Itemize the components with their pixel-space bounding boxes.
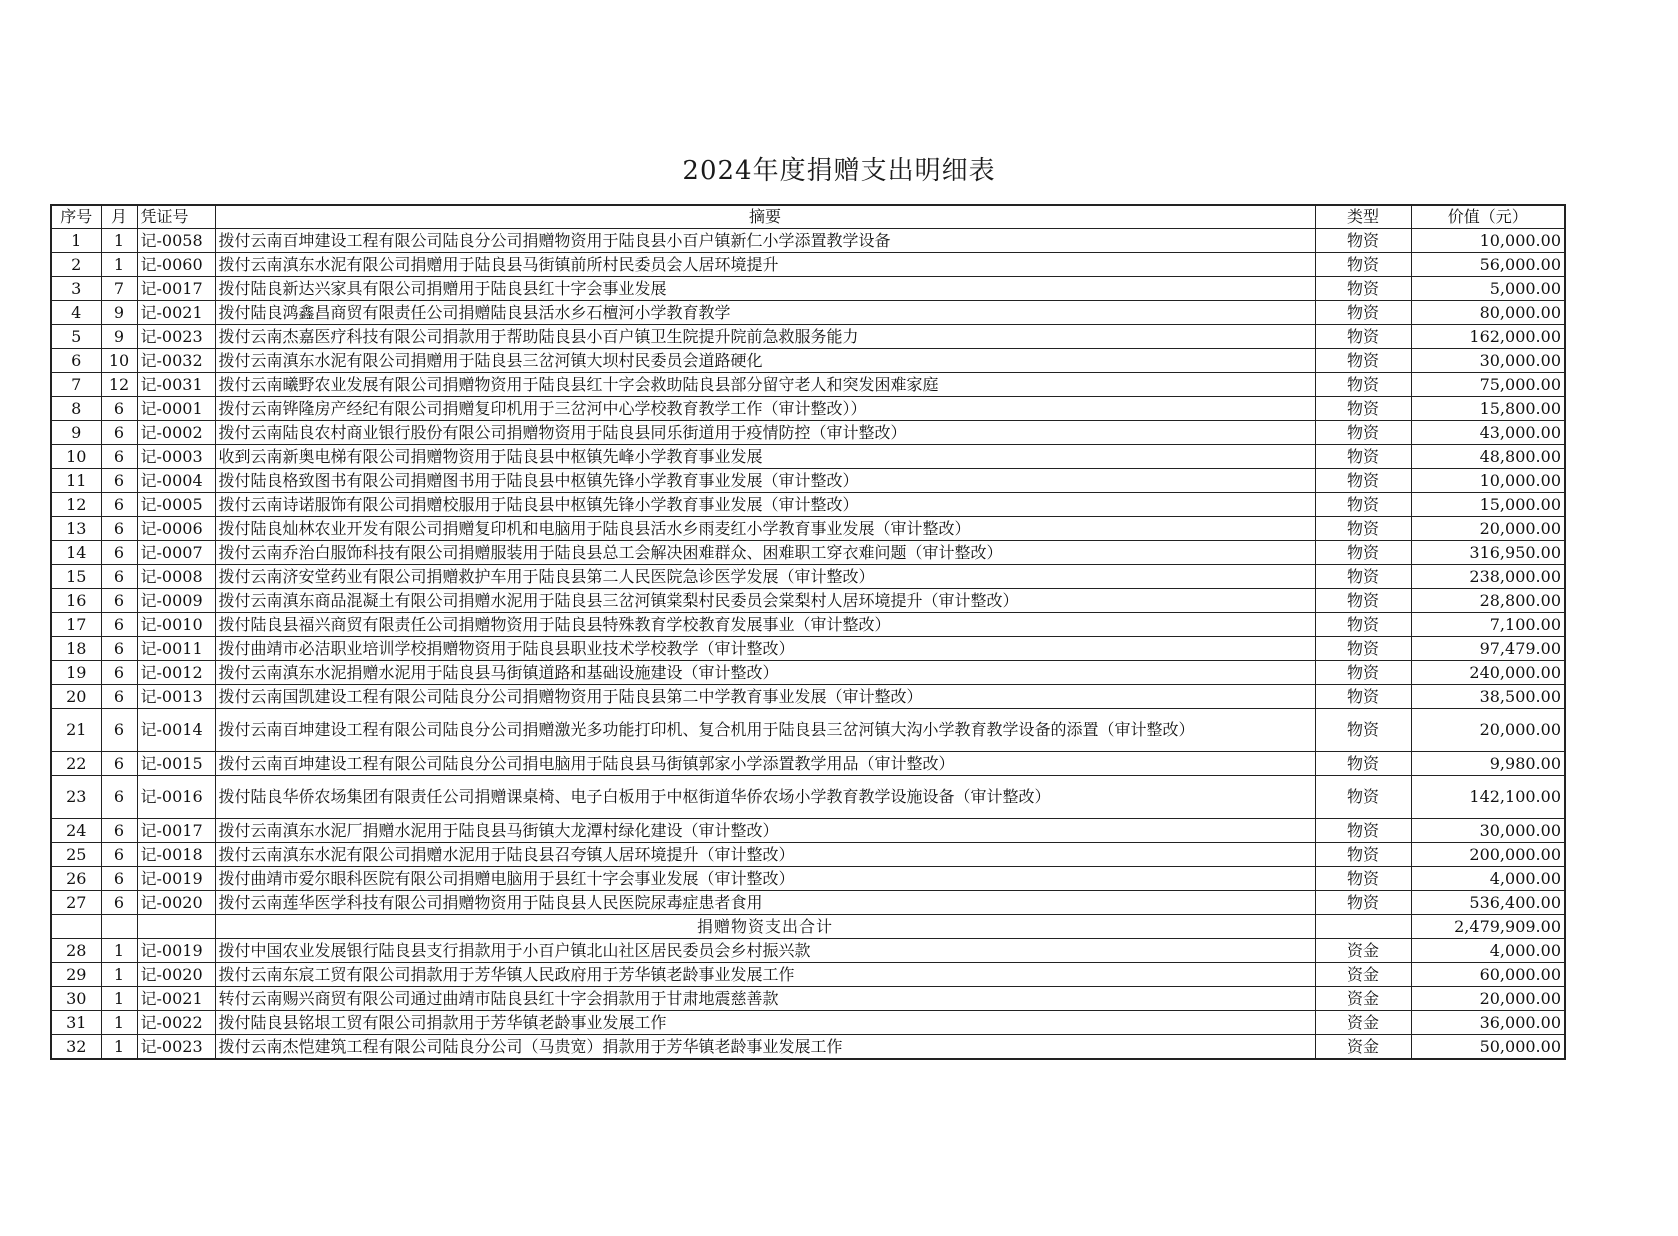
row-value: 43,000.00	[1411, 421, 1565, 445]
row-summary: 拨付陆良华侨农场集团有限责任公司捐赠课桌椅、电子白板用于中枢街道华侨农场小学教育教学设施设备（审计整改）	[215, 776, 1315, 819]
row-value: 48,800.00	[1411, 445, 1565, 469]
row-seq: 3	[51, 277, 101, 301]
row-type: 物资	[1315, 891, 1411, 915]
row-voucher: 记-0019	[137, 867, 215, 891]
row-summary: 拨付云南百坤建设工程有限公司陆良分公司捐电脑用于陆良县马街镇郭家小学添置教学用品（审计整改）	[215, 752, 1315, 776]
row-type: 物资	[1315, 589, 1411, 613]
row-value: 75,000.00	[1411, 373, 1565, 397]
row-type: 物资	[1315, 253, 1411, 277]
row-seq: 6	[51, 349, 101, 373]
row-value: 15,800.00	[1411, 397, 1565, 421]
row-voucher: 记-0060	[137, 253, 215, 277]
row-type: 物资	[1315, 301, 1411, 325]
row-seq: 4	[51, 301, 101, 325]
table-row	[51, 685, 1565, 709]
row-seq: 23	[51, 776, 101, 819]
row-voucher: 记-0003	[137, 445, 215, 469]
row-month: 6	[101, 867, 137, 891]
row-summary: 拨付陆良县铭垠工贸有限公司捐款用于芳华镇老龄事业发展工作	[215, 1011, 1315, 1035]
row-voucher: 记-0016	[137, 776, 215, 819]
row-month: 6	[101, 637, 137, 661]
row-summary: 拨付云南陆良农村商业银行股份有限公司捐赠物资用于陆良县同乐街道用于疫情防控（审计整改）	[215, 421, 1315, 445]
table-row	[51, 891, 1565, 915]
row-month: 6	[101, 685, 137, 709]
row-voucher: 记-0007	[137, 541, 215, 565]
row-summary: 收到云南新奥电梯有限公司捐赠物资用于陆良县中枢镇先峰小学教育事业发展	[215, 445, 1315, 469]
table-row	[51, 709, 1565, 752]
row-seq: 28	[51, 939, 101, 963]
row-summary: 拨付云南百坤建设工程有限公司陆良分公司捐赠物资用于陆良县小百户镇新仁小学添置教学设备	[215, 229, 1315, 253]
row-type: 资金	[1315, 1035, 1411, 1060]
row-type: 物资	[1315, 776, 1411, 819]
row-month: 7	[101, 277, 137, 301]
row-seq: 11	[51, 469, 101, 493]
col-header-month: 月	[101, 205, 137, 229]
row-voucher: 记-0005	[137, 493, 215, 517]
row-value: 28,800.00	[1411, 589, 1565, 613]
row-month: 1	[101, 1011, 137, 1035]
row-type: 物资	[1315, 325, 1411, 349]
row-value: 162,000.00	[1411, 325, 1565, 349]
row-seq: 26	[51, 867, 101, 891]
row-month: 6	[101, 541, 137, 565]
row-voucher: 记-0002	[137, 421, 215, 445]
row-seq: 29	[51, 963, 101, 987]
row-value: 4,000.00	[1411, 939, 1565, 963]
row-summary: 拨付云南东宸工贸有限公司捐款用于芳华镇人民政府用于芳华镇老龄事业发展工作	[215, 963, 1315, 987]
row-seq: 12	[51, 493, 101, 517]
row-month: 12	[101, 373, 137, 397]
row-seq: 8	[51, 397, 101, 421]
row-type: 物资	[1315, 349, 1411, 373]
table-row	[51, 987, 1565, 1011]
row-type: 资金	[1315, 963, 1411, 987]
table-row	[51, 867, 1565, 891]
row-value: 97,479.00	[1411, 637, 1565, 661]
row-type: 物资	[1315, 229, 1411, 253]
table-row	[51, 541, 1565, 565]
row-summary: 拨付云南济安堂药业有限公司捐赠救护车用于陆良县第二人民医院急诊医学发展（审计整改）	[215, 565, 1315, 589]
table-row	[51, 589, 1565, 613]
row-month: 1	[101, 963, 137, 987]
page-title: 2024年度捐赠支出明细表	[682, 156, 996, 186]
row-month: 6	[101, 589, 137, 613]
row-seq: 1	[51, 229, 101, 253]
row-type: 物资	[1315, 843, 1411, 867]
row-month: 6	[101, 517, 137, 541]
row-voucher: 记-0058	[137, 229, 215, 253]
table-row	[51, 565, 1565, 589]
row-type: 物资	[1315, 819, 1411, 843]
row-type: 物资	[1315, 565, 1411, 589]
row-summary: 拨付云南滇东水泥有限公司捐赠用于陆良县三岔河镇大坝村民委员会道路硬化	[215, 349, 1315, 373]
row-value: 316,950.00	[1411, 541, 1565, 565]
table-row	[51, 469, 1565, 493]
row-summary: 拨付云南莲华医学科技有限公司捐赠物资用于陆良县人民医院尿毒症患者食用	[215, 891, 1315, 915]
row-summary: 拨付云南滇东水泥捐赠水泥用于陆良县马街镇道路和基础设施建设（审计整改）	[215, 661, 1315, 685]
row-voucher: 记-0001	[137, 397, 215, 421]
row-seq: 21	[51, 709, 101, 752]
row-summary: 拨付云南滇东商品混凝土有限公司捐赠水泥用于陆良县三岔河镇棠梨村民委员会棠梨村人居环境提升（审计整改）	[215, 589, 1315, 613]
col-header-seq: 序号	[51, 205, 101, 229]
table-row	[51, 445, 1565, 469]
row-voucher: 记-0017	[137, 277, 215, 301]
row-type: 物资	[1315, 709, 1411, 752]
row-voucher: 记-0015	[137, 752, 215, 776]
row-type: 物资	[1315, 493, 1411, 517]
row-month: 6	[101, 776, 137, 819]
row-summary: 拨付云南杰恺建筑工程有限公司陆良分公司（马贵宽）捐款用于芳华镇老龄事业发展工作	[215, 1035, 1315, 1060]
row-voucher: 记-0014	[137, 709, 215, 752]
row-month: 6	[101, 819, 137, 843]
row-seq: 27	[51, 891, 101, 915]
table-row	[51, 301, 1565, 325]
row-month: 9	[101, 301, 137, 325]
row-type: 物资	[1315, 373, 1411, 397]
row-seq: 20	[51, 685, 101, 709]
table-row	[51, 661, 1565, 685]
table-row	[51, 325, 1565, 349]
row-voucher: 记-0009	[137, 589, 215, 613]
row-seq: 22	[51, 752, 101, 776]
row-value: 240,000.00	[1411, 661, 1565, 685]
row-month: 6	[101, 493, 137, 517]
row-voucher: 记-0013	[137, 685, 215, 709]
row-type: 物资	[1315, 613, 1411, 637]
row-summary: 拨付云南滇东水泥厂捐赠水泥用于陆良县马街镇大龙潭村绿化建设（审计整改）	[215, 819, 1315, 843]
row-month: 6	[101, 661, 137, 685]
row-type: 物资	[1315, 541, 1411, 565]
table-row	[51, 819, 1565, 843]
row-voucher: 记-0022	[137, 1011, 215, 1035]
table-row	[51, 637, 1565, 661]
row-type: 物资	[1315, 277, 1411, 301]
table-row	[51, 253, 1565, 277]
table-row	[51, 397, 1565, 421]
row-value: 7,100.00	[1411, 613, 1565, 637]
row-summary: 拨付云南曦野农业发展有限公司捐赠物资用于陆良县红十字会救助陆良县部分留守老人和突发困难家庭	[215, 373, 1315, 397]
col-header-voucher: 凭证号	[137, 205, 215, 229]
table-row	[51, 493, 1565, 517]
subtotal-blank-cell	[51, 915, 101, 939]
row-voucher: 记-0011	[137, 637, 215, 661]
row-summary: 拨付云南百坤建设工程有限公司陆良分公司捐赠激光多功能打印机、复合机用于陆良县三岔河镇大沟小学教育教学设备的添置（审计整改）	[215, 709, 1315, 752]
row-type: 物资	[1315, 752, 1411, 776]
row-seq: 16	[51, 589, 101, 613]
row-seq: 30	[51, 987, 101, 1011]
row-month: 6	[101, 613, 137, 637]
row-voucher: 记-0031	[137, 373, 215, 397]
donation-ledger-table	[50, 204, 1566, 1060]
row-voucher: 记-0019	[137, 939, 215, 963]
row-voucher: 记-0023	[137, 1035, 215, 1060]
row-summary: 拨付云南乔治白服饰科技有限公司捐赠服装用于陆良县总工会解决困难群众、困难职工穿衣难问题（审计整改）	[215, 541, 1315, 565]
row-value: 200,000.00	[1411, 843, 1565, 867]
row-value: 20,000.00	[1411, 709, 1565, 752]
row-value: 30,000.00	[1411, 349, 1565, 373]
row-voucher: 记-0006	[137, 517, 215, 541]
row-value: 238,000.00	[1411, 565, 1565, 589]
row-value: 10,000.00	[1411, 229, 1565, 253]
row-voucher: 记-0020	[137, 963, 215, 987]
row-type: 资金	[1315, 987, 1411, 1011]
row-summary: 拨付云南滇东水泥有限公司捐赠用于陆良县马街镇前所村民委员会人居环境提升	[215, 253, 1315, 277]
row-value: 142,100.00	[1411, 776, 1565, 819]
row-seq: 32	[51, 1035, 101, 1060]
row-type: 物资	[1315, 421, 1411, 445]
row-type: 物资	[1315, 445, 1411, 469]
row-voucher: 记-0004	[137, 469, 215, 493]
row-summary: 转付云南赐兴商贸有限公司通过曲靖市陆良县红十字会捐款用于甘肃地震慈善款	[215, 987, 1315, 1011]
row-month: 1	[101, 939, 137, 963]
row-month: 1	[101, 987, 137, 1011]
row-month: 6	[101, 397, 137, 421]
row-voucher: 记-0020	[137, 891, 215, 915]
row-value: 60,000.00	[1411, 963, 1565, 987]
row-seq: 10	[51, 445, 101, 469]
row-seq: 24	[51, 819, 101, 843]
table-row	[51, 1011, 1565, 1035]
table-row	[51, 373, 1565, 397]
row-seq: 17	[51, 613, 101, 637]
row-seq: 14	[51, 541, 101, 565]
row-type: 物资	[1315, 637, 1411, 661]
row-month: 1	[101, 1035, 137, 1060]
row-type: 物资	[1315, 867, 1411, 891]
row-voucher: 记-0021	[137, 301, 215, 325]
row-value: 20,000.00	[1411, 517, 1565, 541]
row-summary: 拨付云南滇东水泥有限公司捐赠水泥用于陆良县召夸镇人居环境提升（审计整改）	[215, 843, 1315, 867]
row-month: 6	[101, 469, 137, 493]
row-seq: 31	[51, 1011, 101, 1035]
subtotal-row	[51, 915, 1565, 939]
row-voucher: 记-0018	[137, 843, 215, 867]
row-voucher: 记-0010	[137, 613, 215, 637]
row-voucher: 记-0012	[137, 661, 215, 685]
row-voucher: 记-0021	[137, 987, 215, 1011]
row-value: 4,000.00	[1411, 867, 1565, 891]
row-value: 5,000.00	[1411, 277, 1565, 301]
row-summary: 拨付云南杰嘉医疗科技有限公司捐款用于帮助陆良县小百户镇卫生院提升院前急救服务能力	[215, 325, 1315, 349]
row-type: 资金	[1315, 939, 1411, 963]
row-voucher: 记-0008	[137, 565, 215, 589]
row-seq: 13	[51, 517, 101, 541]
row-month: 10	[101, 349, 137, 373]
row-seq: 7	[51, 373, 101, 397]
table-row	[51, 1035, 1565, 1060]
row-summary: 拨付陆良灿林农业开发有限公司捐赠复印机和电脑用于陆良县活水乡雨麦红小学教育事业发展（审计整改）	[215, 517, 1315, 541]
row-month: 6	[101, 421, 137, 445]
row-summary: 拨付云南诗诺服饰有限公司捐赠校服用于陆良县中枢镇先锋小学教育事业发展（审计整改）	[215, 493, 1315, 517]
row-value: 9,980.00	[1411, 752, 1565, 776]
subtotal-section	[51, 915, 1565, 939]
row-month: 1	[101, 229, 137, 253]
col-header-value: 价值（元）	[1411, 205, 1565, 229]
row-seq: 19	[51, 661, 101, 685]
row-type: 物资	[1315, 661, 1411, 685]
row-value: 10,000.00	[1411, 469, 1565, 493]
row-month: 6	[101, 843, 137, 867]
row-summary: 拨付陆良县福兴商贸有限责任公司捐赠物资用于陆良县特殊教育学校教育发展事业（审计整改）	[215, 613, 1315, 637]
table-row	[51, 229, 1565, 253]
table-header	[51, 205, 1565, 229]
row-type: 物资	[1315, 397, 1411, 421]
row-seq: 15	[51, 565, 101, 589]
col-header-type: 类型	[1315, 205, 1411, 229]
row-summary: 拨付曲靖市爱尔眼科医院有限公司捐赠电脑用于县红十字会事业发展（审计整改）	[215, 867, 1315, 891]
row-summary: 拨付陆良新达兴家具有限公司捐赠用于陆良县红十字会事业发展	[215, 277, 1315, 301]
row-value: 50,000.00	[1411, 1035, 1565, 1060]
row-month: 9	[101, 325, 137, 349]
row-month: 6	[101, 445, 137, 469]
col-header-summary: 摘要	[215, 205, 1315, 229]
row-value: 15,000.00	[1411, 493, 1565, 517]
row-voucher: 记-0017	[137, 819, 215, 843]
table-row	[51, 421, 1565, 445]
row-month: 6	[101, 752, 137, 776]
goods-rows	[51, 229, 1565, 915]
row-month: 1	[101, 253, 137, 277]
subtotal-blank-cell	[1315, 915, 1411, 939]
table-row	[51, 613, 1565, 637]
table-row	[51, 277, 1565, 301]
row-month: 6	[101, 891, 137, 915]
row-value: 30,000.00	[1411, 819, 1565, 843]
row-voucher: 记-0032	[137, 349, 215, 373]
row-seq: 2	[51, 253, 101, 277]
row-value: 38,500.00	[1411, 685, 1565, 709]
row-summary: 拨付云南铧隆房产经纪有限公司捐赠复印机用于三岔河中心学校教育教学工作（审计整改））	[215, 397, 1315, 421]
row-summary: 拨付陆良格致图书有限公司捐赠图书用于陆良县中枢镇先锋小学教育事业发展（审计整改）	[215, 469, 1315, 493]
row-type: 物资	[1315, 685, 1411, 709]
table-row	[51, 752, 1565, 776]
table-row	[51, 963, 1565, 987]
row-value: 536,400.00	[1411, 891, 1565, 915]
row-summary: 拨付云南国凯建设工程有限公司陆良分公司捐赠物资用于陆良县第二中学教育事业发展（审计整改）	[215, 685, 1315, 709]
row-month: 6	[101, 709, 137, 752]
row-value: 36,000.00	[1411, 1011, 1565, 1035]
row-summary: 拨付陆良鸿鑫昌商贸有限责任公司捐赠陆良县活水乡石檀河小学教育教学	[215, 301, 1315, 325]
row-summary: 拨付曲靖市必洁职业培训学校捐赠物资用于陆良县职业技术学校教学（审计整改）	[215, 637, 1315, 661]
subtotal-blank-cell	[137, 915, 215, 939]
row-value: 56,000.00	[1411, 253, 1565, 277]
row-seq: 25	[51, 843, 101, 867]
row-type: 资金	[1315, 1011, 1411, 1035]
subtotal-blank-cell	[101, 915, 137, 939]
table-row	[51, 843, 1565, 867]
row-voucher: 记-0023	[137, 325, 215, 349]
table-row	[51, 776, 1565, 819]
table-row	[51, 939, 1565, 963]
row-value: 20,000.00	[1411, 987, 1565, 1011]
row-summary: 拨付中国农业发展银行陆良县支行捐款用于小百户镇北山社区居民委员会乡村振兴款	[215, 939, 1315, 963]
row-value: 80,000.00	[1411, 301, 1565, 325]
row-seq: 18	[51, 637, 101, 661]
row-type: 物资	[1315, 517, 1411, 541]
table-row	[51, 517, 1565, 541]
row-type: 物资	[1315, 469, 1411, 493]
subtotal-value: 2,479,909.00	[1411, 915, 1565, 939]
row-seq: 9	[51, 421, 101, 445]
table-row	[51, 349, 1565, 373]
row-month: 6	[101, 565, 137, 589]
funds-rows	[51, 939, 1565, 1060]
subtotal-label: 捐赠物资支出合计	[215, 915, 1315, 939]
row-seq: 5	[51, 325, 101, 349]
